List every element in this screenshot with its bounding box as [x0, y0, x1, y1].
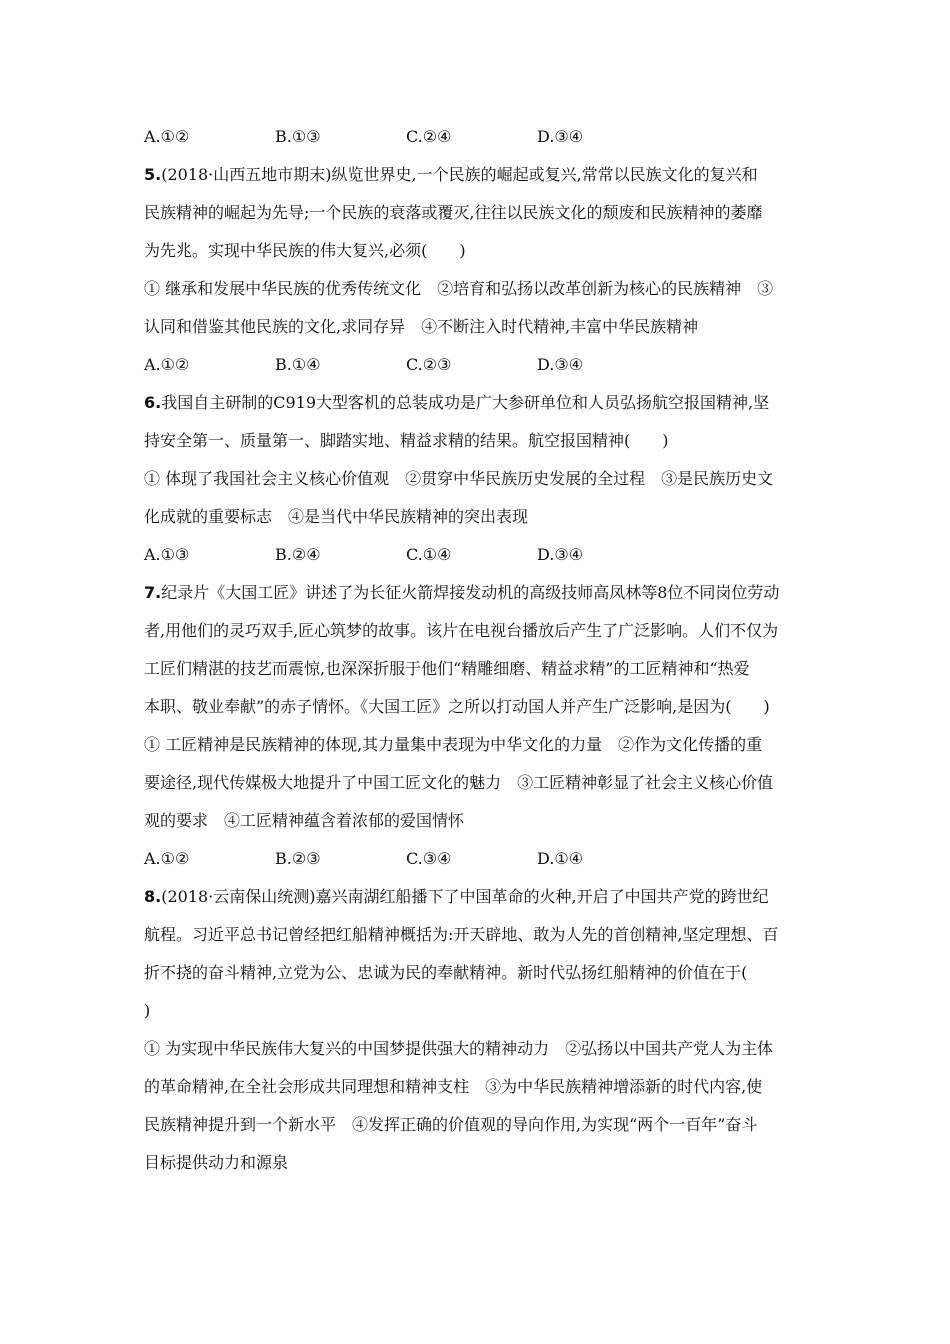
question-5 — [144, 156, 814, 384]
option-a[interactable]: A.①② — [144, 127, 190, 146]
question-stem-line: 折不挠的奋斗精神,立党为公、忠诚为民的奉献精神。新时代弘扬红船精神的价值在于( — [144, 963, 748, 982]
statement-line: ① 体现了我国社会主义核心价值观 ②贯穿中华民族历史发展的全过程 ③是民族历史文 — [144, 469, 774, 488]
question-7 — [144, 574, 814, 878]
statement-line: ① 为实现中华民族伟大复兴的中国梦提供强大的精神动力 ②弘扬以中国共产党人为主体 — [144, 1039, 774, 1058]
option-d[interactable]: D.③④ — [537, 127, 584, 146]
option-a[interactable]: A.①② — [144, 849, 190, 868]
question-number: 6. — [144, 393, 162, 412]
question-stem-line: 持安全第一、质量第一、脚踏实地、精益求精的结果。航空报国精神( ) — [144, 431, 669, 450]
statement-line: 观的要求 ④工匠精神蕴含着浓郁的爱国情怀 — [144, 811, 465, 830]
statement-line: ① 工匠精神是民族精神的体现,其力量集中表现为中华文化的力量 ②作为文化传播的重 — [144, 735, 763, 754]
question-stem-line: 5.(2018·山西五地市期末)纵览世界史,一个民族的崛起或复兴,常常以民族文化的复兴和 — [144, 165, 758, 184]
question-stem-line: 7.纪录片《大国工匠》讲述了为长征火箭焊接发动机的高级技师高凤林等8位不同岗位劳动 — [144, 583, 780, 602]
question-stem-line: 8.(2018·云南保山统测)嘉兴南湖红船播下了中国革命的火种,开启了中国共产党的跨世纪 — [144, 887, 769, 906]
option-c[interactable]: C.③④ — [406, 849, 452, 868]
q5-options — [144, 346, 814, 384]
statement-line: 目标提供动力和源泉 — [144, 1153, 289, 1172]
question-stem-line: 6.我国自主研制的C919大型客机的总装成功是广大参研单位和人员弘扬航空报国精神,坚 — [144, 393, 770, 412]
question-stem-line: 本职、敬业奉献”的赤子情怀。《大国工匠》之所以打动国人并产生广泛影响,是因为( ) — [144, 697, 770, 716]
option-b[interactable]: B.①④ — [275, 355, 321, 374]
option-a[interactable]: A.①③ — [144, 545, 190, 564]
option-a[interactable]: A.①② — [144, 355, 190, 374]
statement-line: 化成就的重要标志 ④是当代中华民族精神的突出表现 — [144, 507, 529, 526]
question-number: 8. — [144, 887, 162, 906]
option-b[interactable]: B.②④ — [275, 545, 321, 564]
statement-line: 要途径,现代传媒极大地提升了中国工匠文化的魅力 ③工匠精神彰显了社会主义核心价值 — [144, 773, 774, 792]
option-c[interactable]: C.②③ — [406, 355, 452, 374]
statement-line: 的革命精神,在全社会形成共同理想和精神支柱 ③为中华民族精神增添新的时代内容,使 — [144, 1077, 763, 1096]
statement-line: 民族精神提升到一个新水平 ④发挥正确的价值观的导向作用,为实现“两个一百年”奋斗 — [144, 1115, 758, 1134]
option-c[interactable]: C.②④ — [406, 127, 452, 146]
question-stem-line: 航程。习近平总书记曾经把红船精神概括为:开天辟地、敢为人先的首创精神,坚定理想、百 — [144, 925, 779, 944]
q6-options — [144, 536, 814, 574]
question-stem-line: ) — [144, 1001, 151, 1020]
question-number: 5. — [144, 165, 162, 184]
question-stem-line: 者,用他们的灵巧双手,匠心筑梦的故事。该片在电视台播放后产生了广泛影响。人们不仅为 — [144, 621, 779, 640]
option-c[interactable]: C.①④ — [406, 545, 452, 564]
q7-options — [144, 840, 814, 878]
option-d[interactable]: D.③④ — [537, 355, 584, 374]
question-stem-line: 为先兆。实现中华民族的伟大复兴,必须( ) — [144, 241, 466, 260]
statement-line: 认同和借鉴其他民族的文化,求同存异 ④不断注入时代精神,丰富中华民族精神 — [144, 317, 699, 336]
question-8 — [144, 878, 814, 1182]
statement-line: ① 继承和发展中华民族的优秀传统文化 ②培育和弘扬以改革创新为核心的民族精神 ③ — [144, 279, 774, 298]
option-b[interactable]: B.①③ — [275, 127, 321, 146]
option-b[interactable]: B.②③ — [275, 849, 321, 868]
question-stem-line: 工匠们精湛的技艺而震惊,也深深折服于他们“精雕细磨、精益求精”的工匠精神和“热爱 — [144, 659, 750, 678]
option-d[interactable]: D.①④ — [537, 849, 584, 868]
question-stem-line: 民族精神的崛起为先导;一个民族的衰落或覆灭,往往以民族文化的颓废和民族精神的萎靡 — [144, 203, 763, 222]
document-page — [144, 118, 814, 1182]
question-number: 7. — [144, 583, 162, 602]
q4-options — [144, 118, 814, 156]
option-d[interactable]: D.③④ — [537, 545, 584, 564]
question-6 — [144, 384, 814, 574]
